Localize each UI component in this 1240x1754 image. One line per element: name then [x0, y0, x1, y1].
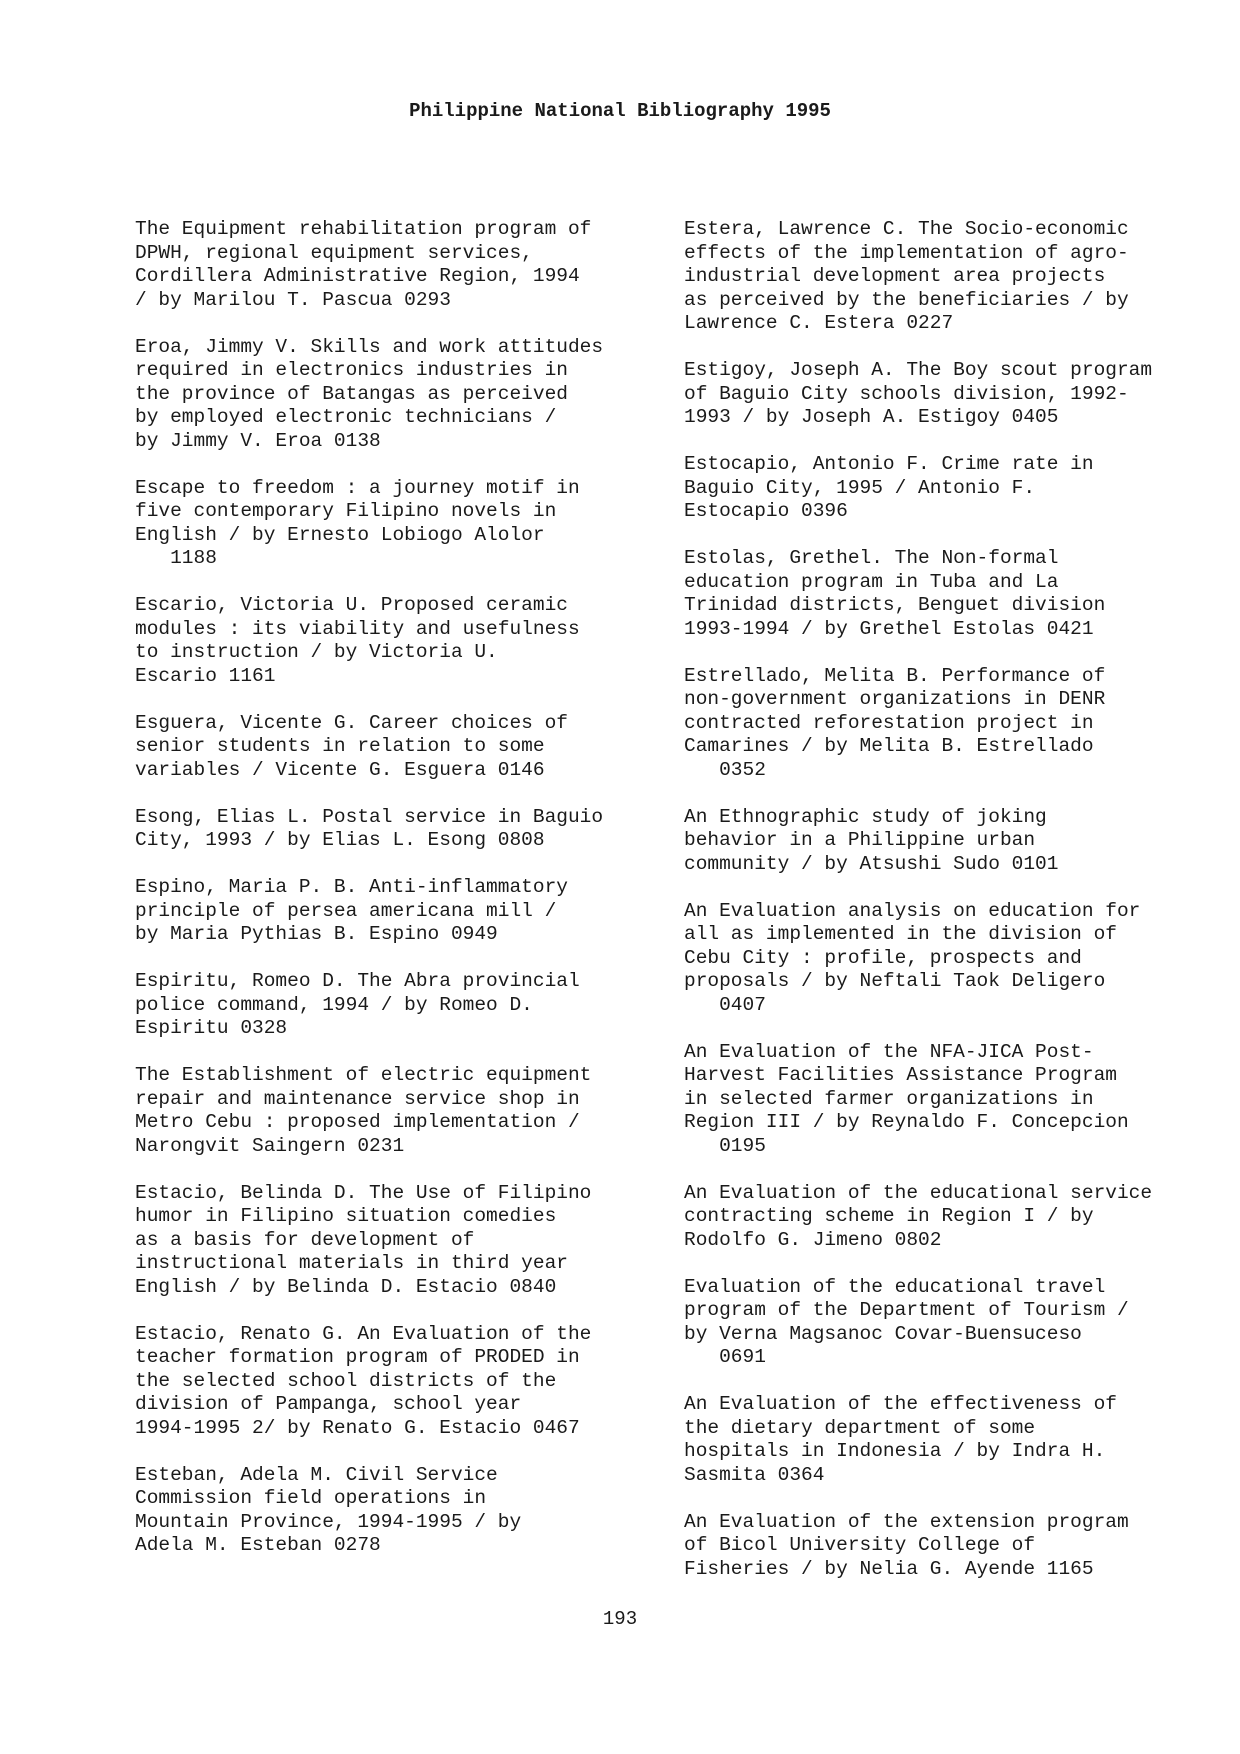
entry-continuation-line: of Bicol University College of — [684, 1534, 1036, 1556]
entry-continuation-line: by employed electronic technicians / — [135, 406, 557, 428]
entry-continuation-line: to instruction / by Victoria U. — [135, 641, 498, 663]
bibliography-entry — [684, 453, 1204, 524]
entry-continuation-line: effects of the implementation of agro- — [684, 241, 1129, 264]
entry-continuation-line: police command, 1994 / by Romeo D. — [135, 993, 533, 1016]
bibliography-entry — [135, 1182, 655, 1300]
entry-first-line: The Establishment of electric equipment — [135, 1064, 592, 1086]
bibliography-entry — [135, 1464, 655, 1558]
page-number: 193 — [602, 1608, 638, 1630]
bibliography-entry — [684, 1276, 1204, 1370]
entry-continuation-line: modules : its viability and usefulness — [135, 617, 580, 640]
entry-continuation-line: division of Pampanga, school year — [135, 1393, 522, 1415]
entry-continuation-line: English / by Belinda D. Estacio 0840 — [135, 1275, 557, 1298]
bibliography-entry — [684, 900, 1204, 1018]
entry-first-line: Estolas, Grethel. The Non-formal — [684, 547, 1059, 569]
entry-first-line: Estigoy, Joseph A. The Boy scout program — [684, 359, 1153, 381]
bibliography-entry — [135, 336, 655, 454]
entry-continuation-line: 1188 — [135, 547, 217, 569]
entry-continuation-line: as a basis for development of — [135, 1228, 475, 1251]
bibliography-entry — [684, 547, 1204, 641]
bibliography-entry — [135, 876, 655, 947]
entry-continuation-line: all as implemented in the division of — [684, 923, 1117, 945]
entry-continuation-line: 0407 — [684, 993, 766, 1016]
entry-continuation-line: Metro Cebu : proposed implementation / — [135, 1111, 580, 1133]
bibliography-entry — [135, 477, 655, 571]
entry-continuation-line: five contemporary Filipino novels in — [135, 500, 557, 522]
entry-continuation-line: proposals / by Neftali Taok Deligero — [684, 970, 1106, 992]
entry-continuation-line: 1993-1994 / by Grethel Estolas 0421 — [684, 617, 1094, 640]
entry-continuation-line: 0691 — [684, 1346, 766, 1368]
bibliography-entry — [135, 218, 655, 312]
entry-continuation-line: required in electronics industries in — [135, 359, 568, 381]
left-column — [135, 218, 655, 1581]
page-title: Philippine National Bibliography 1995 — [409, 100, 831, 122]
entry-continuation-line: Camarines / by Melita B. Estrellado — [684, 735, 1094, 757]
entry-continuation-line: Cordillera Administrative Region, 1994 — [135, 265, 580, 287]
entry-first-line: Espiritu, Romeo D. The Abra provincial — [135, 970, 580, 992]
entry-continuation-line: Baguio City, 1995 / Antonio F. — [684, 476, 1036, 499]
entry-first-line: Esguera, Vicente G. Career choices of — [135, 711, 568, 734]
entry-first-line: An Evaluation analysis on education for — [684, 899, 1141, 922]
entry-first-line: Espino, Maria P. B. Anti-inflammatory — [135, 876, 568, 898]
bibliography-entry — [135, 1064, 655, 1158]
entry-first-line: The Equipment rehabilitation program of — [135, 218, 592, 240]
entry-continuation-line: Commission field operations in — [135, 1487, 487, 1509]
entry-continuation-line: Escario 1161 — [135, 664, 276, 687]
entry-first-line: An Evaluation of the NFA-JICA Post- — [684, 1040, 1094, 1063]
entry-continuation-line: DPWH, regional equipment services, — [135, 241, 533, 264]
entry-continuation-line: non-government organizations in DENR — [684, 688, 1106, 710]
bibliography-entry — [684, 1511, 1204, 1582]
entry-continuation-line: contracted reforestation project in — [684, 711, 1094, 734]
bibliography-entry — [684, 359, 1204, 430]
entry-continuation-line: by Jimmy V. Eroa 0138 — [135, 429, 381, 452]
entry-continuation-line: Lawrence C. Estera 0227 — [684, 312, 954, 334]
entry-first-line: Estrellado, Melita B. Performance of — [684, 664, 1106, 687]
entry-continuation-line: Estocapio 0396 — [684, 500, 848, 522]
bibliography-entry — [684, 1041, 1204, 1159]
entry-first-line: Escario, Victoria U. Proposed ceramic — [135, 594, 568, 616]
bibliography-entry — [684, 1393, 1204, 1487]
entry-first-line: Esteban, Adela M. Civil Service — [135, 1463, 498, 1486]
entry-first-line: Evaluation of the educational travel — [684, 1275, 1106, 1298]
entry-first-line: An Evaluation of the effectiveness of — [684, 1393, 1117, 1415]
bibliography-entry — [135, 806, 655, 853]
entry-continuation-line: / by Marilou T. Pascua 0293 — [135, 288, 451, 311]
bibliography-entry — [684, 1182, 1204, 1253]
entry-continuation-line: teacher formation program of PRODED in — [135, 1346, 580, 1368]
bibliography-entry — [135, 712, 655, 783]
entry-continuation-line: principle of persea americana mill / — [135, 899, 557, 922]
bibliography-entry — [684, 665, 1204, 783]
entry-continuation-line: behavior in a Philippine urban — [684, 829, 1036, 851]
entry-continuation-line: the province of Batangas as perceived — [135, 382, 568, 405]
entry-continuation-line: Narongvit Saingern 0231 — [135, 1134, 405, 1157]
entry-continuation-line: repair and maintenance service shop in — [135, 1087, 580, 1110]
entry-continuation-line: Fisheries / by Nelia G. Ayende 1165 — [684, 1557, 1094, 1580]
entry-continuation-line: in selected farmer organizations in — [684, 1087, 1094, 1110]
entry-first-line: Estacio, Renato G. An Evaluation of the — [135, 1322, 592, 1345]
entry-continuation-line: variables / Vicente G. Esguera 0146 — [135, 758, 545, 781]
entry-continuation-line: senior students in relation to some — [135, 735, 545, 757]
entry-continuation-line: contracting scheme in Region I / by — [684, 1205, 1094, 1227]
entry-continuation-line: program of the Department of Tourism / — [684, 1299, 1129, 1321]
entry-first-line: Escape to freedom : a journey motif in — [135, 476, 580, 499]
bibliography-entry — [135, 594, 655, 688]
entry-continuation-line: education program in Tuba and La — [684, 570, 1059, 593]
entry-continuation-line: humor in Filipino situation comedies — [135, 1205, 557, 1227]
entry-first-line: An Ethnographic study of joking — [684, 805, 1047, 828]
entry-continuation-line: Cebu City : profile, prospects and — [684, 946, 1082, 969]
entry-continuation-line: Harvest Facilities Assistance Program — [684, 1064, 1117, 1086]
bibliography-entry — [135, 970, 655, 1041]
entry-continuation-line: Sasmita 0364 — [684, 1463, 825, 1486]
entry-continuation-line: City, 1993 / by Elias L. Esong 0808 — [135, 829, 545, 851]
entry-continuation-line: hospitals in Indonesia / by Indra H. — [684, 1440, 1106, 1462]
bibliography-entry — [684, 218, 1204, 336]
entry-first-line: Estera, Lawrence C. The Socio-economic — [684, 218, 1129, 240]
entry-continuation-line: 1993 / by Joseph A. Estigoy 0405 — [684, 406, 1059, 428]
entry-continuation-line: English / by Ernesto Lobiogo Alolor — [135, 523, 545, 546]
entry-first-line: An Evaluation of the educational service — [684, 1181, 1153, 1204]
entry-continuation-line: by Verna Magsanoc Covar-Buensuceso — [684, 1322, 1082, 1345]
entry-continuation-line: of Baguio City schools division, 1992- — [684, 382, 1129, 405]
entry-continuation-line: Adela M. Esteban 0278 — [135, 1534, 381, 1556]
entry-continuation-line: 0352 — [684, 758, 766, 781]
entry-continuation-line: Trinidad districts, Benguet division — [684, 594, 1106, 616]
entry-continuation-line: industrial development area projects — [684, 265, 1106, 287]
entry-continuation-line: the selected school districts of the — [135, 1369, 557, 1392]
entry-first-line: An Evaluation of the extension program — [684, 1510, 1129, 1533]
entry-continuation-line: by Maria Pythias B. Espino 0949 — [135, 923, 498, 945]
entry-first-line: Esong, Elias L. Postal service in Baguio — [135, 805, 604, 828]
entry-continuation-line: Region III / by Reynaldo F. Concepcion — [684, 1111, 1129, 1133]
entry-continuation-line: Espiritu 0328 — [135, 1017, 288, 1039]
entry-continuation-line: as perceived by the beneficiaries / by — [684, 288, 1129, 311]
bibliography-entry — [135, 1323, 655, 1441]
entry-continuation-line: Mountain Province, 1994-1995 / by — [135, 1510, 522, 1533]
entry-first-line: Estocapio, Antonio F. Crime rate in — [684, 453, 1094, 475]
entry-continuation-line: 1994-1995 2/ by Renato G. Estacio 0467 — [135, 1416, 580, 1439]
entry-continuation-line: Rodolfo G. Jimeno 0802 — [684, 1228, 942, 1251]
bibliography-entry — [684, 806, 1204, 877]
entry-continuation-line: the dietary department of some — [684, 1416, 1036, 1439]
entry-first-line: Eroa, Jimmy V. Skills and work attitudes — [135, 335, 604, 358]
entry-continuation-line: community / by Atsushi Sudo 0101 — [684, 852, 1059, 875]
entry-continuation-line: 0195 — [684, 1134, 766, 1157]
right-column — [684, 218, 1204, 1605]
entry-continuation-line: instructional materials in third year — [135, 1252, 568, 1274]
entry-first-line: Estacio, Belinda D. The Use of Filipino — [135, 1181, 592, 1204]
